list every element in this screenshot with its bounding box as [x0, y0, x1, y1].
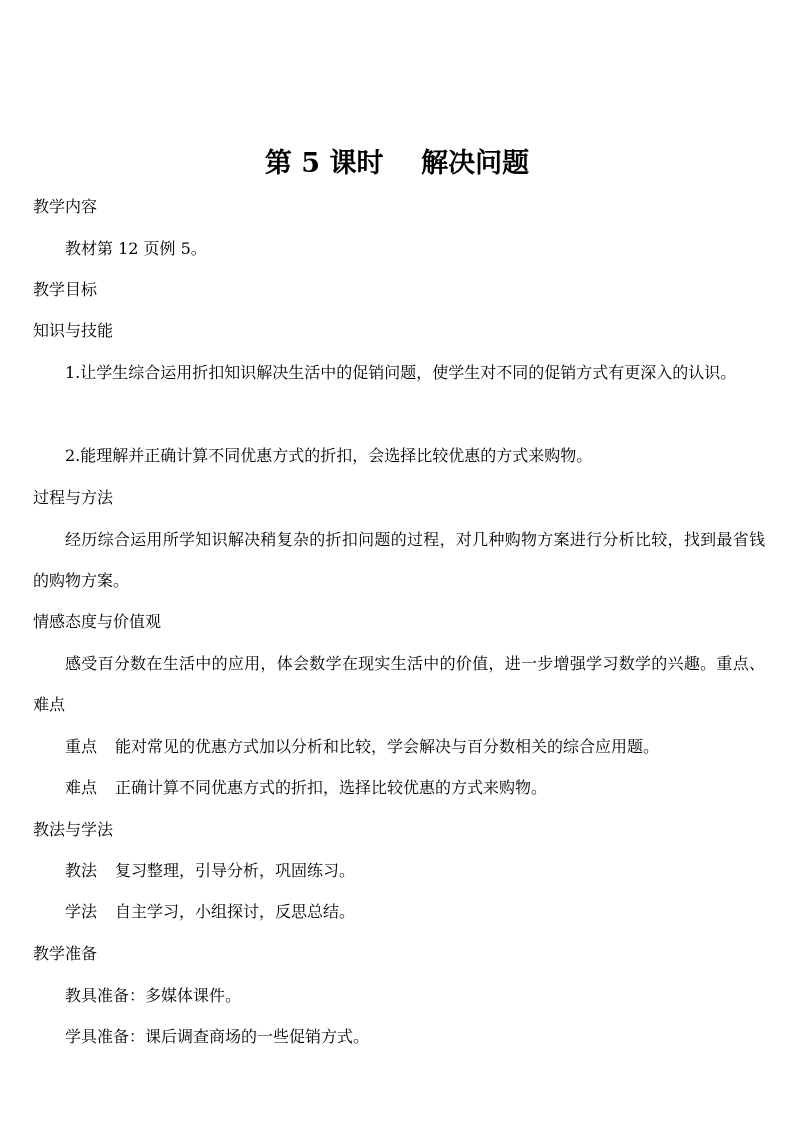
knowledge-item-2: 2.能理解并正确计算不同优惠方式的折扣，会选择比较优惠的方式来购物。 [65, 446, 593, 465]
teacher-preparation: 教具准备：多媒体课件。 [65, 986, 242, 1005]
content-text: 教材第 12 页例 5。 [65, 239, 207, 258]
knowledge-heading: 知识与技能 [33, 321, 114, 340]
preparation-heading: 教学准备 [33, 944, 98, 963]
learning-method-label: 学法 [65, 902, 98, 921]
process-text: 经历综合运用所学知识解决稍复杂的折扣问题的过程，对几种购物方案进行分析比较，找到最省钱的购物方案。 [33, 530, 765, 590]
emotion-heading: 情感态度与价值观 [33, 612, 162, 631]
knowledge-item-1: 1.让学生综合运用折扣知识解决生活中的促销问题，使学生对不同的促销方式有更深入的认识。 [65, 363, 737, 382]
method-heading: 教法与学法 [33, 820, 114, 839]
teaching-method-text: 复习整理，引导分析，巩固练习。 [115, 861, 356, 880]
learning-method-line [65, 902, 794, 922]
key-point-label: 重点 [65, 737, 98, 756]
key-point-line [65, 737, 794, 757]
teaching-method-line [65, 861, 794, 881]
difficulty-line [65, 778, 794, 798]
difficulty-text: 正确计算不同优惠方式的折扣，选择比较优惠的方式来购物。 [115, 778, 548, 797]
learning-method-text: 自主学习，小组探讨，反思总结。 [115, 902, 356, 921]
content-heading: 教学内容 [33, 197, 98, 216]
lesson-title: 第 5 课时 解决问题 [264, 148, 530, 179]
emotion-text: 感受百分数在生活中的应用，体会数学在现实生活中的价值，进一步增强学习数学的兴趣。重点、难点 [33, 654, 765, 714]
teaching-method-label: 教法 [65, 861, 98, 880]
process-heading: 过程与方法 [33, 488, 114, 507]
difficulty-label: 难点 [65, 778, 98, 797]
goals-heading: 教学目标 [33, 280, 98, 299]
student-preparation: 学具准备：课后调查商场的一些促销方式。 [65, 1027, 370, 1046]
key-point-text: 能对常见的优惠方式加以分析和比较，学会解决与百分数相关的综合应用题。 [115, 737, 660, 756]
